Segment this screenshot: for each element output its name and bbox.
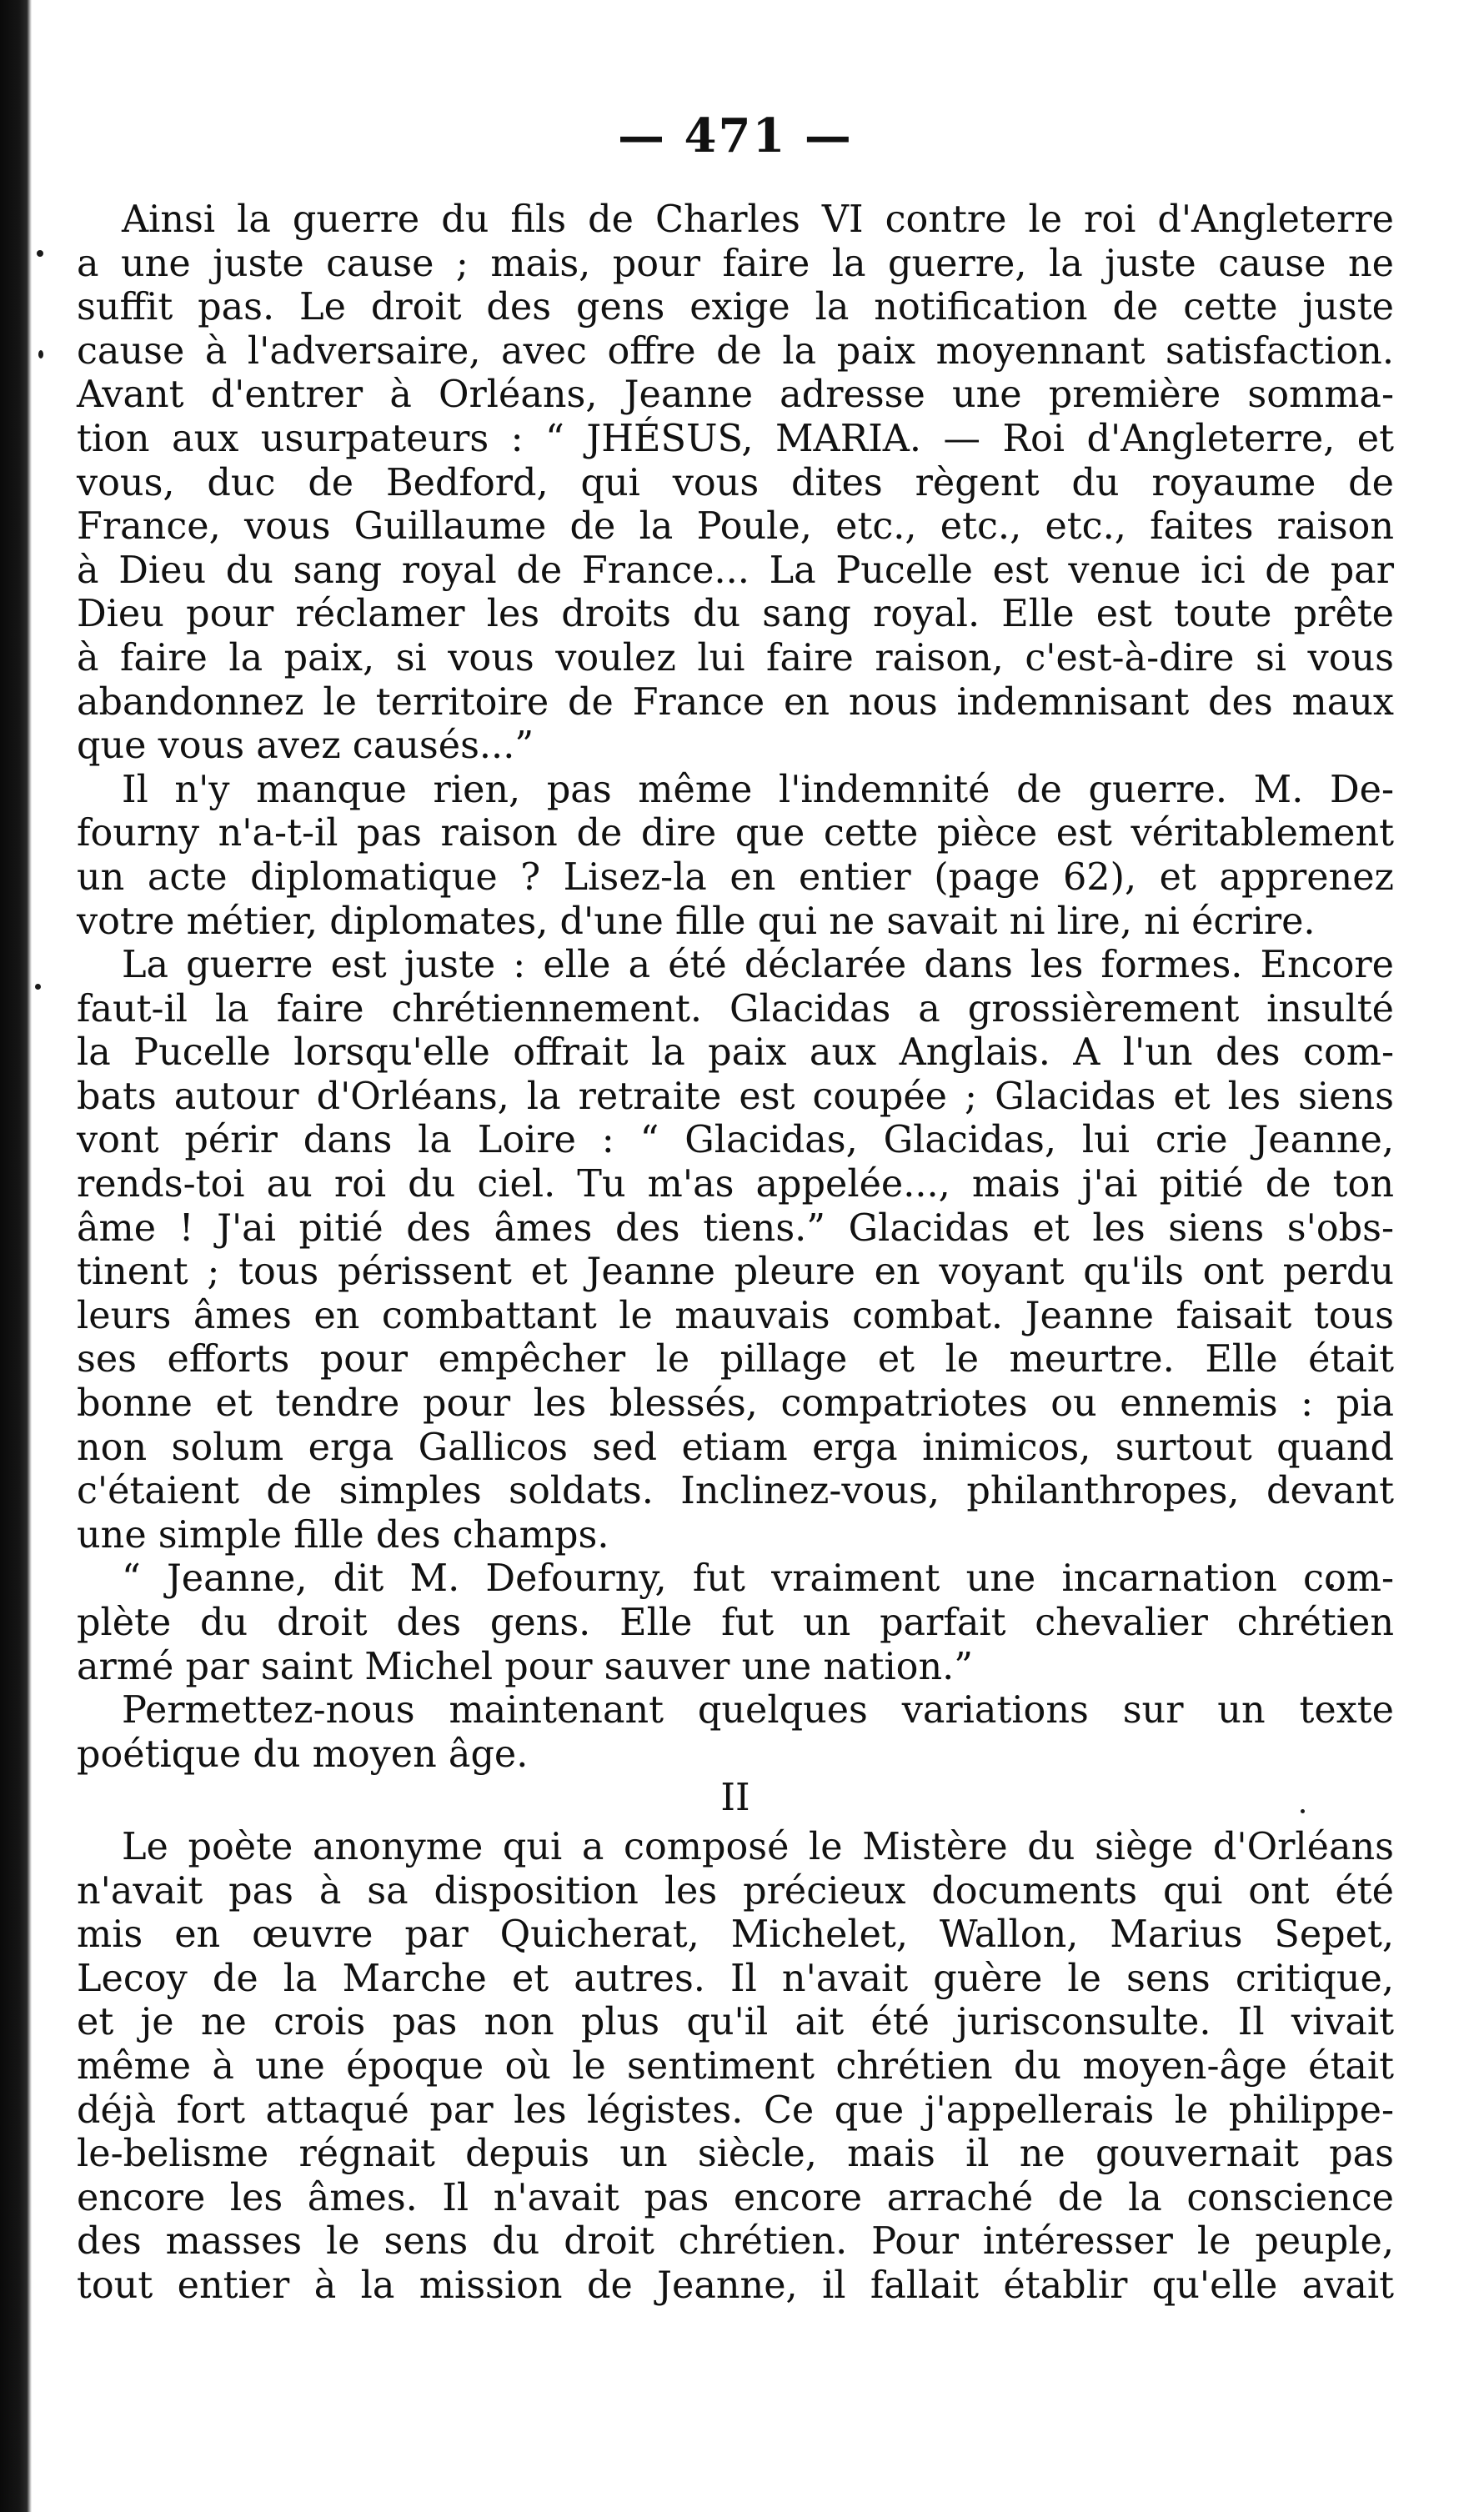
text-line: Ainsi la guerre du fils de Charles VI contre le roi d'Angleterre bbox=[122, 198, 1394, 241]
text-line: déjà fort attaqué par les légistes. Ce que j'appellerais le philippe- bbox=[77, 2088, 1394, 2132]
text-line: Il n'y manque rien, pas même l'indemnité de guerre. M. De- bbox=[122, 768, 1394, 811]
text-line: suffit pas. Le droit des gens exige la notification de cette juste bbox=[77, 286, 1394, 329]
text-line: tout entier à la mission de Jeanne, il fallait établir qu'elle avait bbox=[77, 2264, 1394, 2307]
section-heading: II bbox=[720, 1777, 750, 1820]
section-heading-block bbox=[77, 1777, 1394, 1821]
text-line: le-belisme régnait depuis un siècle, mais il ne gouvernait pas bbox=[77, 2133, 1394, 2176]
text-line: faut-il la faire chrétiennement. Glacidas a grossièrement insulté bbox=[77, 987, 1394, 1030]
text-line: plète du droit des gens. Elle fut un parfait chevalier chrétien bbox=[77, 1602, 1394, 1644]
text-line: abandonnez le territoire de France en nous indemnisant des maux bbox=[77, 680, 1394, 724]
text-line: un acte diplomatique ? Lisez-la en entier (page 62), et apprenez bbox=[77, 855, 1394, 899]
text-line: Dieu pour réclamer les droits du sang royal. Elle est toute prête bbox=[77, 593, 1394, 636]
text-line: c'étaient de simples soldats. Inclinez-vous, philanthropes, devant bbox=[77, 1470, 1394, 1513]
text-line: vont périr dans la Loire : “ Glacidas, Glacidas, lui crie Jeanne, bbox=[77, 1119, 1394, 1162]
text-line: Avant d'entrer à Orléans, Jeanne adresse une première somma- bbox=[77, 374, 1394, 417]
text-line: et je ne crois pas non plus qu'il ait été jurisconsulte. Il vivait bbox=[77, 2001, 1394, 2044]
text-line: vous, duc de Bedford, qui vous dites règent du royaume de bbox=[77, 461, 1394, 504]
text-line: leurs âmes en combattant le mauvais combat. Jeanne faisait tous bbox=[77, 1294, 1394, 1337]
text-line: mis en œuvre par Quicherat, Michelet, Wallon, Marius Sepet, bbox=[77, 1913, 1394, 1957]
text-line: Le poète anonyme qui a composé le Mistère du siège d'Orléans bbox=[122, 1825, 1394, 1868]
text-line: cause à l'adversaire, avec offre de la paix moyennant satisfaction. bbox=[77, 329, 1394, 373]
text-line: bonne et tendre pour les blessés, compatriotes ou ennemis : pia bbox=[77, 1382, 1394, 1426]
text-line: Permettez-nous maintenant quelques variations sur un texte bbox=[122, 1689, 1394, 1732]
scan-speck bbox=[38, 350, 43, 358]
body-text-part2 bbox=[77, 1826, 1394, 2309]
page-number: — 471 — bbox=[618, 108, 853, 163]
text-line: France, vous Guillaume de la Poule, etc., etc., etc., faites raison bbox=[77, 505, 1394, 549]
text-line: encore les âmes. Il n'avait pas encore arraché de la conscience bbox=[77, 2176, 1394, 2219]
text-line: Lecoy de la Marche et autres. Il n'avait guère le sens critique, bbox=[77, 1957, 1394, 2000]
book-page bbox=[77, 108, 1394, 2309]
text-line: rends-toi au roi du ciel. Tu m'as appelée..., mais j'ai pitié de ton bbox=[77, 1163, 1394, 1206]
body-text-part1 bbox=[77, 198, 1394, 1777]
scan-speck bbox=[35, 984, 41, 990]
text-line: que vous avez causés...” bbox=[77, 725, 534, 768]
text-line: la Pucelle lorsqu'elle offrait la paix aux Anglais. A l'un des com- bbox=[77, 1031, 1394, 1075]
text-line: “ Jeanne, dit M. Defourny, fut vraiment une incarnation com- bbox=[122, 1557, 1394, 1601]
text-line: tinent ; tous périssent et Jeanne pleure en voyant qu'ils ont perdu bbox=[77, 1251, 1394, 1294]
text-line: fourny n'a-t-il pas raison de dire que cette pièce est véritablement bbox=[77, 812, 1394, 855]
scan-speck bbox=[37, 250, 43, 257]
text-line: armé par saint Michel pour sauver une nation.” bbox=[77, 1645, 974, 1688]
text-line: bats autour d'Orléans, la retraite est coupée ; Glacidas et les siens bbox=[77, 1075, 1394, 1118]
text-line: tion aux usurpateurs : “ JHÉSUS, MARIA. — Roi d'Angleterre, et bbox=[77, 417, 1394, 460]
text-line: votre métier, diplomates, d'une fille qui ne savait ni lire, ni écrire. bbox=[77, 900, 1316, 943]
text-line: même à une époque où le sentiment chrétien du moyen-âge était bbox=[77, 2044, 1394, 2088]
text-line: poétique du moyen âge. bbox=[77, 1732, 529, 1776]
text-line: à faire la paix, si vous voulez lui faire raison, c'est-à-dire si vous bbox=[77, 636, 1394, 679]
text-line: a une juste cause ; mais, pour faire la guerre, la juste cause ne bbox=[77, 242, 1394, 285]
text-line: n'avait pas à sa disposition les précieux documents qui ont été bbox=[77, 1869, 1394, 1913]
text-line: non solum erga Gallicos sed etiam erga inimicos, surtout quand bbox=[77, 1426, 1394, 1469]
text-line: âme ! J'ai pitié des âmes des tiens.” Glacidas et les siens s'obs- bbox=[77, 1206, 1394, 1250]
text-line: des masses le sens du droit chrétien. Pour intéresser le peuple, bbox=[77, 2220, 1394, 2264]
scan-binding-edge bbox=[0, 0, 32, 2512]
text-line: à Dieu du sang royal de France... La Pucelle est venue ici de par bbox=[77, 549, 1394, 592]
text-line: La guerre est juste : elle a été déclarée dans les formes. Encore bbox=[122, 944, 1394, 987]
text-line: une simple fille des champs. bbox=[77, 1513, 609, 1557]
text-line: ses efforts pour empêcher le pillage et le meurtre. Elle était bbox=[77, 1338, 1394, 1381]
